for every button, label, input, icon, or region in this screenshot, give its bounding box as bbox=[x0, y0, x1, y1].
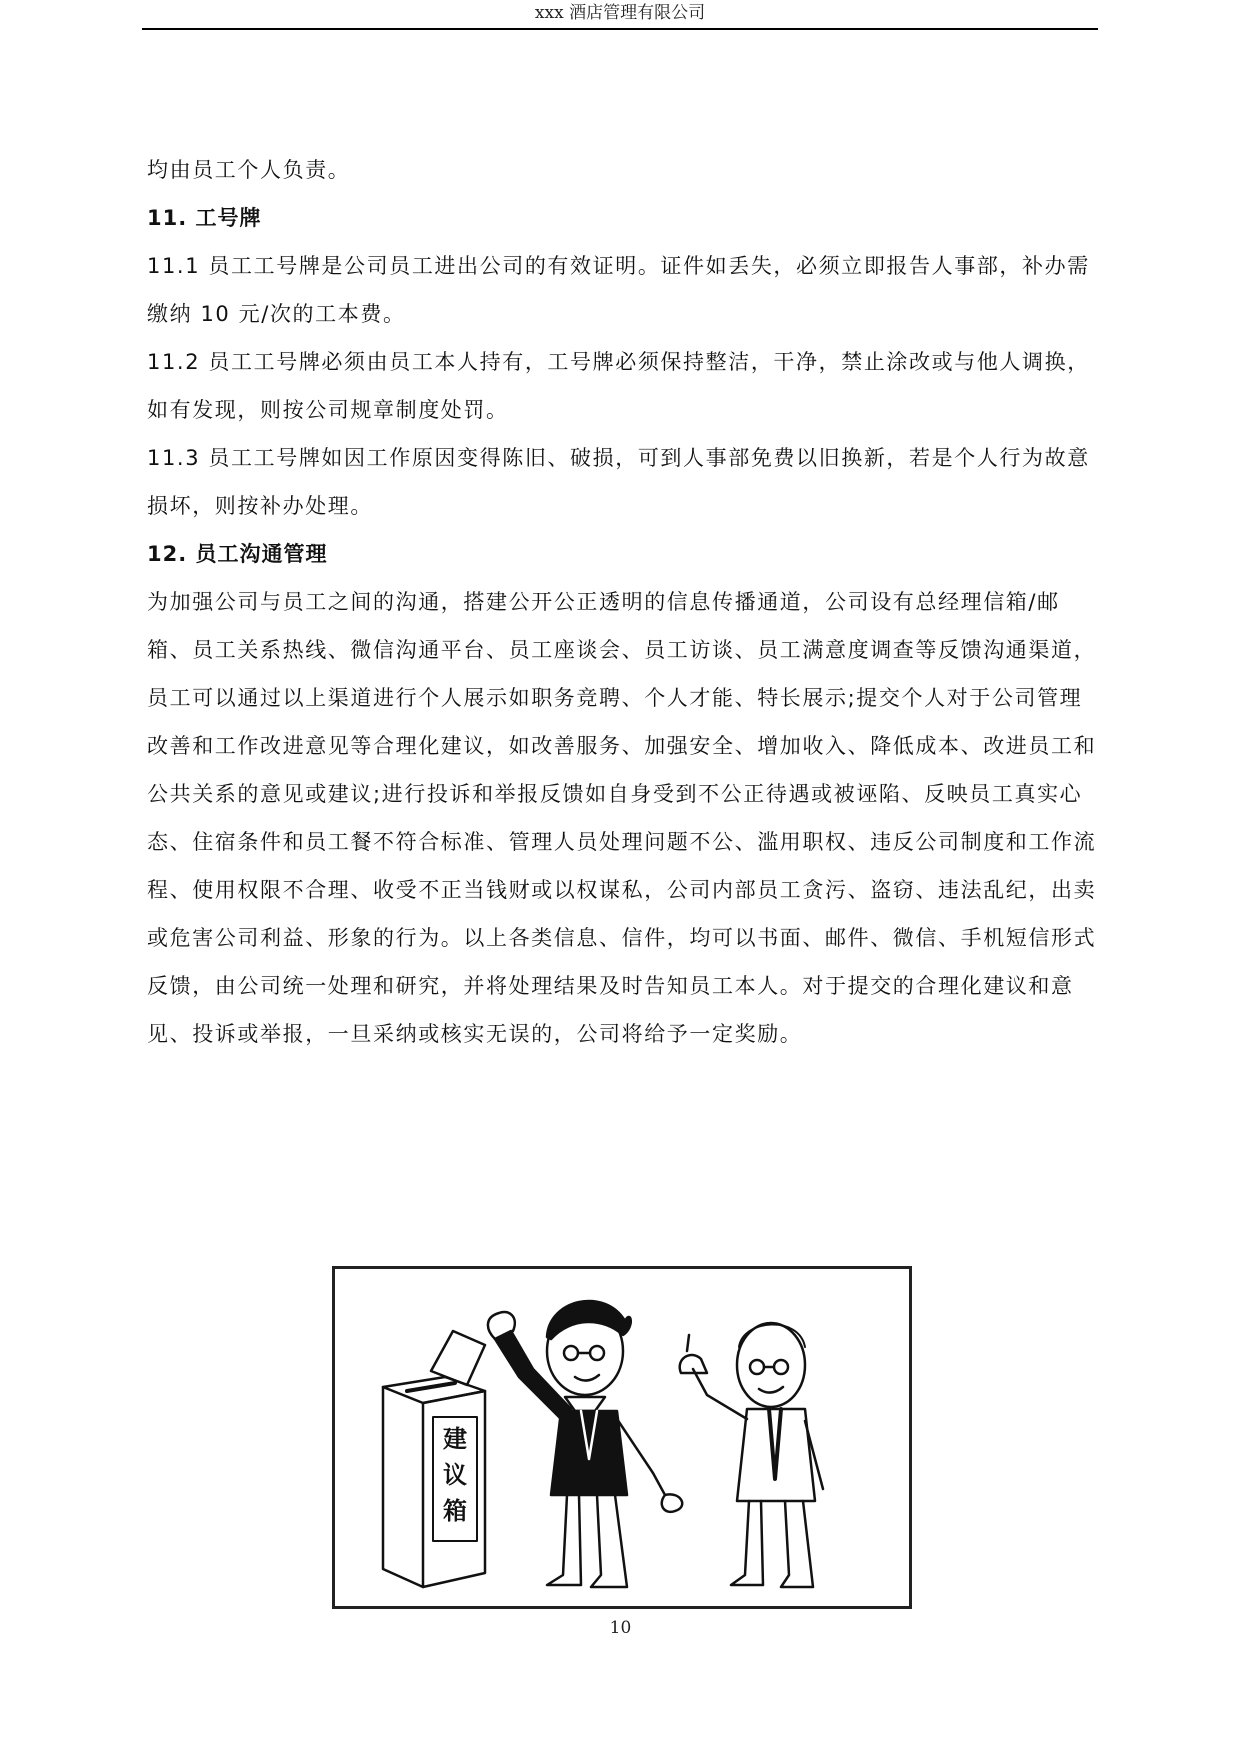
cartoon-drawing bbox=[335, 1269, 909, 1606]
man-inserting-letter bbox=[488, 1301, 682, 1587]
paragraph-11-2: 11.2 员工工号牌必须由员工本人持有，工号牌必须保持整洁，干净，禁止涂改或与他人调换，如有发现，则按公司规章制度处罚。 bbox=[147, 350, 1090, 422]
man-giving-thumbs-up bbox=[680, 1323, 823, 1587]
section-heading-11: 11. 工号牌 bbox=[147, 206, 262, 230]
paragraph-continuation: 均由员工个人负责。 bbox=[147, 158, 351, 182]
page-number: 10 bbox=[609, 1618, 632, 1638]
page-header bbox=[142, 0, 1098, 30]
suggestion-box bbox=[383, 1377, 485, 1587]
paragraph-12-body: 为加强公司与员工之间的沟通，搭建公开公正透明的信息传播通道，公司设有总经理信箱/邮箱、员工关系热线、微信沟通平台、员工座谈会、员工访谈、员工满意度调查等反馈沟通渠道，员工可以通过以上渠道进行个人展示如职务竞聘、个人才能、特长展示;提交个人对于公司管理改善和工作改进意见等合理化建议，如改善服务、加强安全、增加收入、降低成本、改进员工和公共关系的意见或建议;进行投诉和举报反馈如自身受到不公正待遇或被诬陷、反映员工真实心态、住宿条件和员工餐不符合标准、管理人员处理问题不公、滥用职权、违反公司制度和工作流程、使用权限不合理、收受不正当钱财或以权谋私，公司内部员工贪污、盗窃、违法乱纪，出卖或危害公司利益、形象的行为。以上各类信息、信件，均可以书面、邮件、微信、手机短信形式反馈，由公司统一处理和研究，并将处理结果及时告知员工本人。对于提交的合理化建议和意见、投诉或举报，一旦采纳或核实无误的，公司将给予一定奖励。 bbox=[147, 590, 1097, 1046]
box-label-char-3: 箱 bbox=[443, 1497, 467, 1525]
section-heading-12: 12. 员工沟通管理 bbox=[147, 542, 328, 566]
box-label-char-2: 议 bbox=[443, 1461, 467, 1489]
suggestion-box-illustration bbox=[332, 1266, 912, 1609]
box-label-char-1: 建 bbox=[443, 1425, 467, 1453]
document-body bbox=[147, 146, 1097, 1058]
paragraph-11-1: 11.1 员工工号牌是公司员工进出公司的有效证明。证件如丢失，必须立即报告人事部，补办需缴纳 10 元/次的工本费。 bbox=[147, 254, 1090, 326]
company-name: xxx 酒店管理有限公司 bbox=[534, 3, 706, 23]
paragraph-11-3: 11.3 员工工号牌如因工作原因变得陈旧、破损，可到人事部免费以旧换新，若是个人行为故意损坏，则按补办处理。 bbox=[147, 446, 1090, 518]
